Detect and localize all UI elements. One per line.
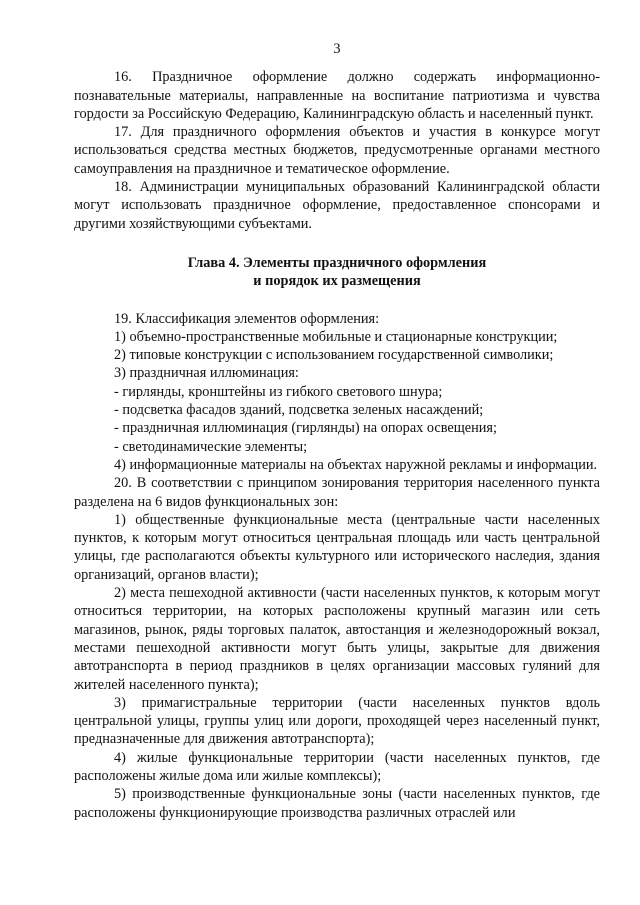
chapter-title-line-2: и порядок их размещения [253, 273, 421, 290]
list-subitem-facade-lighting: - подсветка фасадов зданий, подсветка зеленых насаждений; [114, 402, 484, 419]
paragraph-17: 17. Для праздничного оформления объектов и участия в конкурсе могут использоваться средства местных бюджетов, предусмотренные органами местного самоуправления на праздничное и тематическое оформление. [74, 124, 600, 177]
zone-item-5: 5) производственные функциональные зоны (части населенных пунктов, где расположены функционирующие производства различных отраслей или [74, 786, 600, 821]
list-subitem-garlands: - гирлянды, кронштейны из гибкого светового шнура; [114, 383, 443, 400]
zone-item-2: 2) места пешеходной активности (части населенных пунктов, к которым могут относиться территории, на которых расположены крупный магазин или сеть магазинов, рынок, ряды торговых палаток, автостанция и железнодорожный вокзал, местами пешеходной активности могут быть улицы, закрытые для движения автотранспорта в период праздников в целях организации массовых гуляний для жителей населенного пункта); [74, 585, 600, 693]
list-subitem-light-dynamic: - светодинамические элементы; [114, 438, 308, 455]
list-item-1: 1) объемно-пространственные мобильные и стационарные конструкции; [114, 328, 558, 345]
paragraph-20: 20. В соответствии с принципом зонирования территория населенного пункта разделена на 6 видов функциональных зон: [74, 475, 600, 510]
zone-item-1: 1) общественные функциональные места (центральные части населенных пунктов, к которым могут относиться центральная площадь или часть центральной улицы, где располагаются объекты культурного или исторического наследия, здания организаций, органов власти); [74, 511, 600, 583]
list-item-2: 2) типовые конструкции с использованием государственной символики; [114, 347, 554, 364]
paragraph-19: 19. Классификация элементов оформления: [114, 310, 380, 327]
list-subitem-pole-illumination: - праздничная иллюминация (гирлянды) на опорах освещения; [114, 420, 497, 437]
paragraph-18: 18. Администрации муниципальных образований Калининградской области могут использовать праздничное оформление, предоставленное спонсорами и другими хозяйствующими субъектами. [74, 179, 600, 232]
zone-item-4: 4) жилые функциональные территории (части населенных пунктов, где расположены жилые дома или жилые комплексы); [74, 749, 600, 784]
zone-item-3: 3) примагистральные территории (части населенных пунктов вдоль центральной улицы, группы улиц или дороги, проходящей через населенный пункт, предназначенные для движения автотранспорта); [74, 694, 600, 748]
list-item-4: 4) информационные материалы на объектах наружной рекламы и информации. [114, 456, 598, 473]
list-item-3: 3) праздничная иллюминация: [114, 365, 299, 382]
chapter-title-line-1: Глава 4. Элементы праздничного оформления [187, 254, 487, 271]
paragraph-16: 16. Праздничное оформление должно содержать информационно-познавательные материалы, направленные на воспитание патриотизма и чувства гордости за Российскую Федерацию, Калининградскую область и населенный пункт. [74, 69, 600, 122]
chapter-heading [74, 254, 600, 291]
page-number: 3 [333, 41, 341, 57]
